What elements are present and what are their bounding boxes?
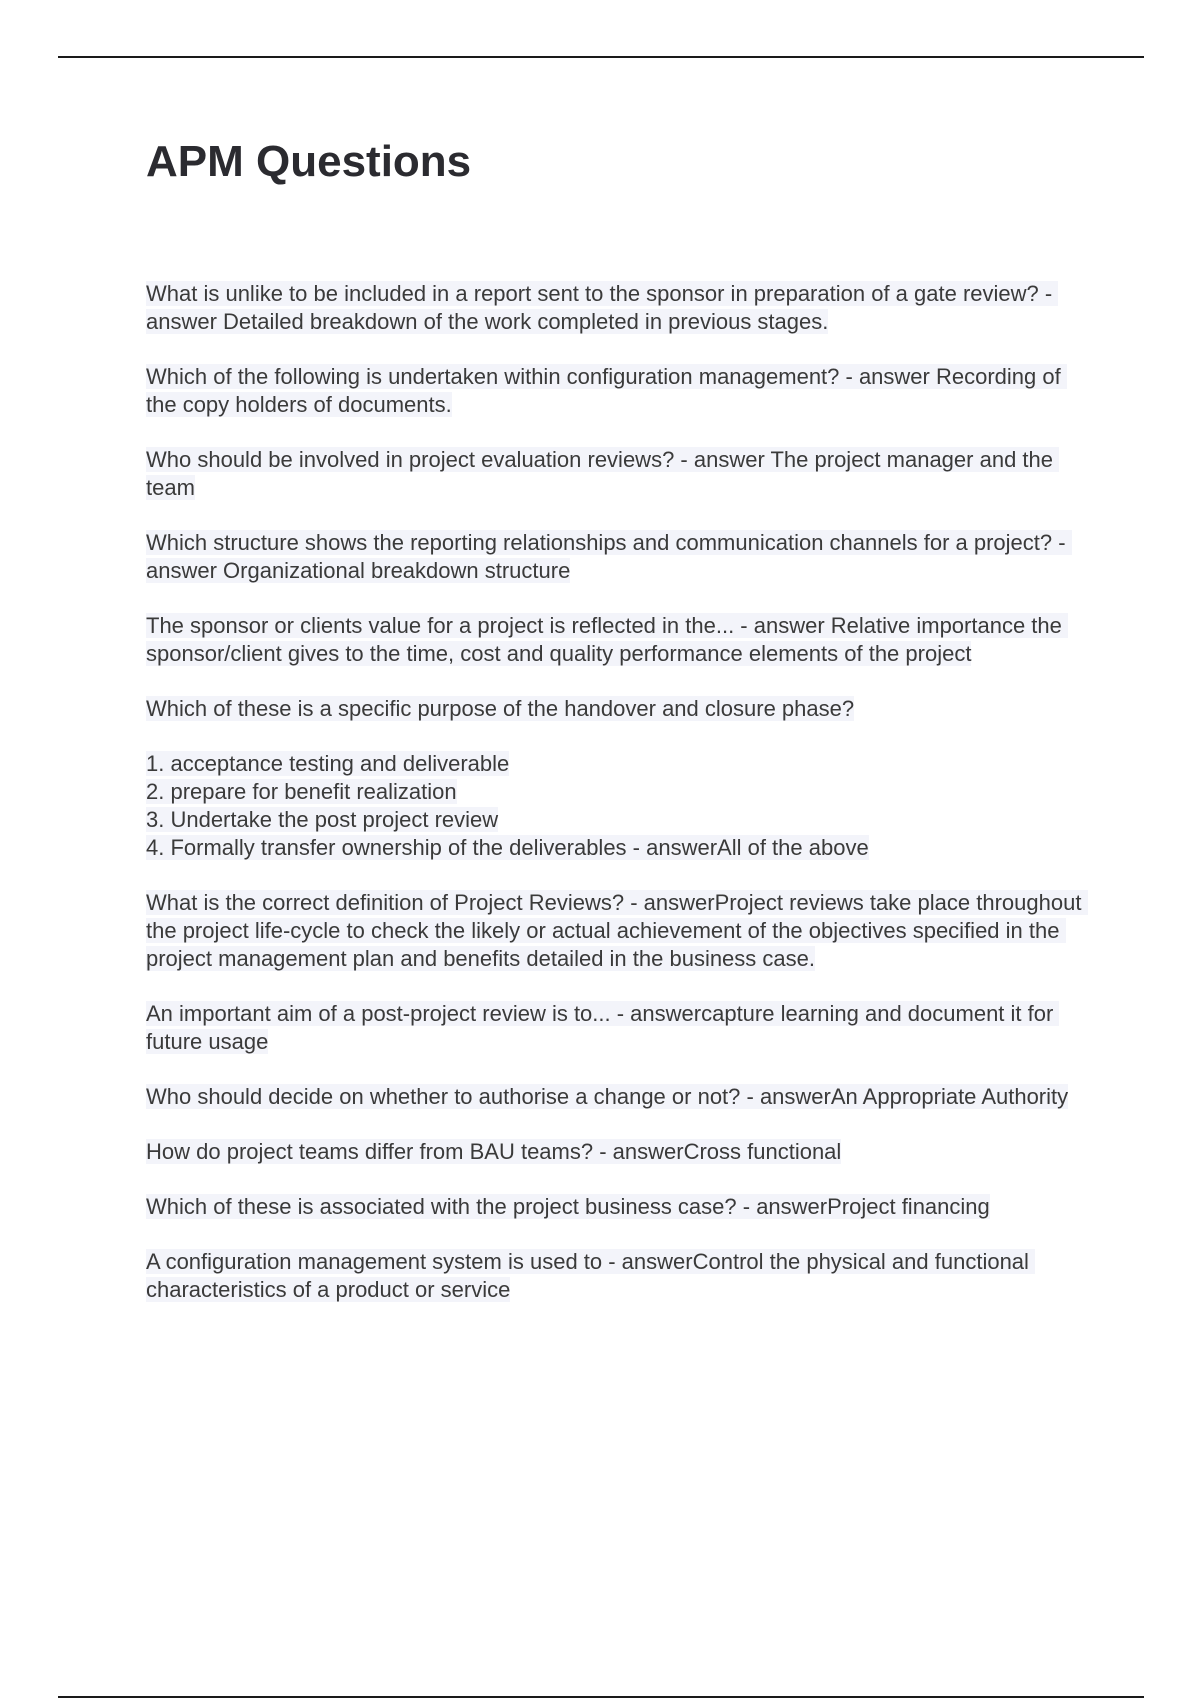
qa-item (146, 363, 1086, 419)
page-title: APM Questions (146, 137, 472, 186)
page-content (146, 138, 1086, 1331)
qa-text: Which of the following is undertaken within configuration management? - answer Recording of the copy holders of documents. (146, 364, 1067, 418)
qa-text: Which of these is a specific purpose of the handover and closure phase? (146, 696, 855, 722)
qa-item (146, 280, 1086, 336)
qa-item (146, 1138, 1086, 1166)
qa-text: What is the correct definition of Project Reviews? - answerProject reviews take place throughout the project life-cycle to check the likely or actual achievement of the objectives specified in the project management plan and benefits detailed in the business case. (146, 890, 1088, 972)
qa-item (146, 1248, 1086, 1304)
bottom-rule (58, 1696, 1144, 1698)
qa-text: What is unlike to be included in a report sent to the sponsor in preparation of a gate review? - answer Detailed breakdown of the work completed in previous stages. (146, 281, 1059, 335)
qa-item (146, 1000, 1086, 1056)
qa-item (146, 695, 1086, 723)
qa-text: An important aim of a post-project review is to... - answercapture learning and document it for future usage (146, 1001, 1060, 1055)
qa-text: A configuration management system is used to - answerControl the physical and functional characteristics of a product or service (146, 1249, 1036, 1303)
qa-item (146, 446, 1086, 502)
qa-text: Which of these is associated with the project business case? - answerProject financing (146, 1194, 990, 1220)
qa-item (146, 1193, 1086, 1221)
qa-item (146, 529, 1086, 585)
qa-item (146, 612, 1086, 668)
top-rule (58, 56, 1144, 58)
qa-item (146, 1083, 1086, 1111)
qa-item-list (146, 750, 1086, 862)
qa-text: Who should be involved in project evaluation reviews? - answer The project manager and the team (146, 447, 1060, 501)
qa-item (146, 889, 1086, 973)
qa-text: How do project teams differ from BAU teams? - answerCross functional (146, 1139, 842, 1165)
qa-text: 1. acceptance testing and deliverable 2. prepare for benefit realization 3. Undertake the post project review 4. Formally transfer ownership of the deliverables - answerAll of the above (146, 751, 869, 861)
qa-text: Who should decide on whether to authorise a change or not? - answerAn Appropriate Authority (146, 1084, 1069, 1110)
qa-list (146, 280, 1086, 1304)
qa-text: The sponsor or clients value for a project is reflected in the... - answer Relative importance the sponsor/client gives to the time, cost and quality performance elements of the project (146, 613, 1069, 667)
qa-text: Which structure shows the reporting relationships and communication channels for a project? - answer Organizational breakdown structure (146, 530, 1072, 584)
